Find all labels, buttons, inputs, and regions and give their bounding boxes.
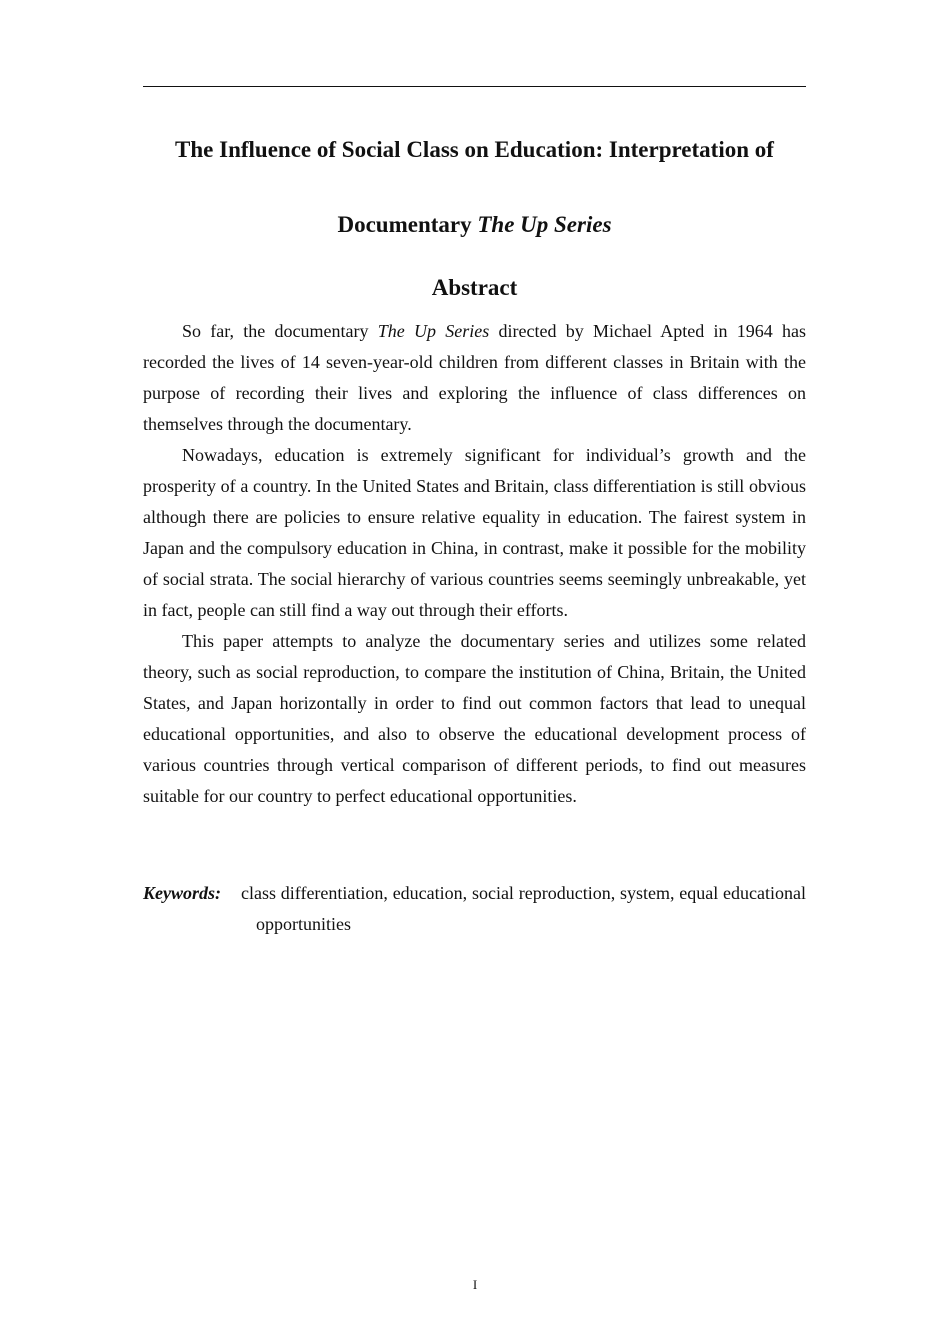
keywords-block xyxy=(143,878,806,940)
keywords-text: class differentiation, education, social reproduction, system, equal educational opportunities xyxy=(241,883,806,934)
abstract-heading: Abstract xyxy=(431,275,518,300)
p1-text-after: directed by Michael Apted in 1964 has recorded the lives of 14 seven-year-old children from different classes in Britain with the purpose of recording their lives and exploring the influence of class differences on themselves through the documentary. xyxy=(143,321,806,434)
paper-title-line-2 xyxy=(143,210,806,240)
title-series-name: The Up Series xyxy=(477,212,612,237)
abstract-paragraph-2: Nowadays, education is extremely significant for individual’s growth and the prosperity of a country. In the United States and Britain, class differentiation is still obvious although there are policies to ensure relative equality in education. The fairest system in Japan and the compulsory education in China, in contrast, make it possible for the mobility of social strata. The social hierarchy of various countries seems seemingly unbreakable, yet in fact, people can still find a way out through their efforts. xyxy=(143,445,806,620)
p1-text-before: So far, the documentary xyxy=(182,321,378,341)
keywords-label: Keywords: xyxy=(143,883,221,903)
title-documentary-word: Documentary xyxy=(337,212,478,237)
abstract-paragraph-1 xyxy=(143,316,806,440)
p1-series-name: The Up Series xyxy=(377,321,490,341)
page-number: I xyxy=(472,1277,478,1292)
abstract-body xyxy=(143,316,806,812)
abstract-paragraph-3: This paper attempts to analyze the documentary series and utilizes some related theory, such as social reproduction, to compare the institution of China, Britain, the United States, and Japan horizontally in order to find out common factors that lead to unequal educational opportunities, and also to observe the educational development process of various countries through vertical comparison of different periods, to find out measures suitable for our country to perfect educational opportunities. xyxy=(143,631,806,806)
header-rule xyxy=(143,86,806,87)
paper-title-line-1: The Influence of Social Class on Education: Interpretation of xyxy=(175,137,774,162)
